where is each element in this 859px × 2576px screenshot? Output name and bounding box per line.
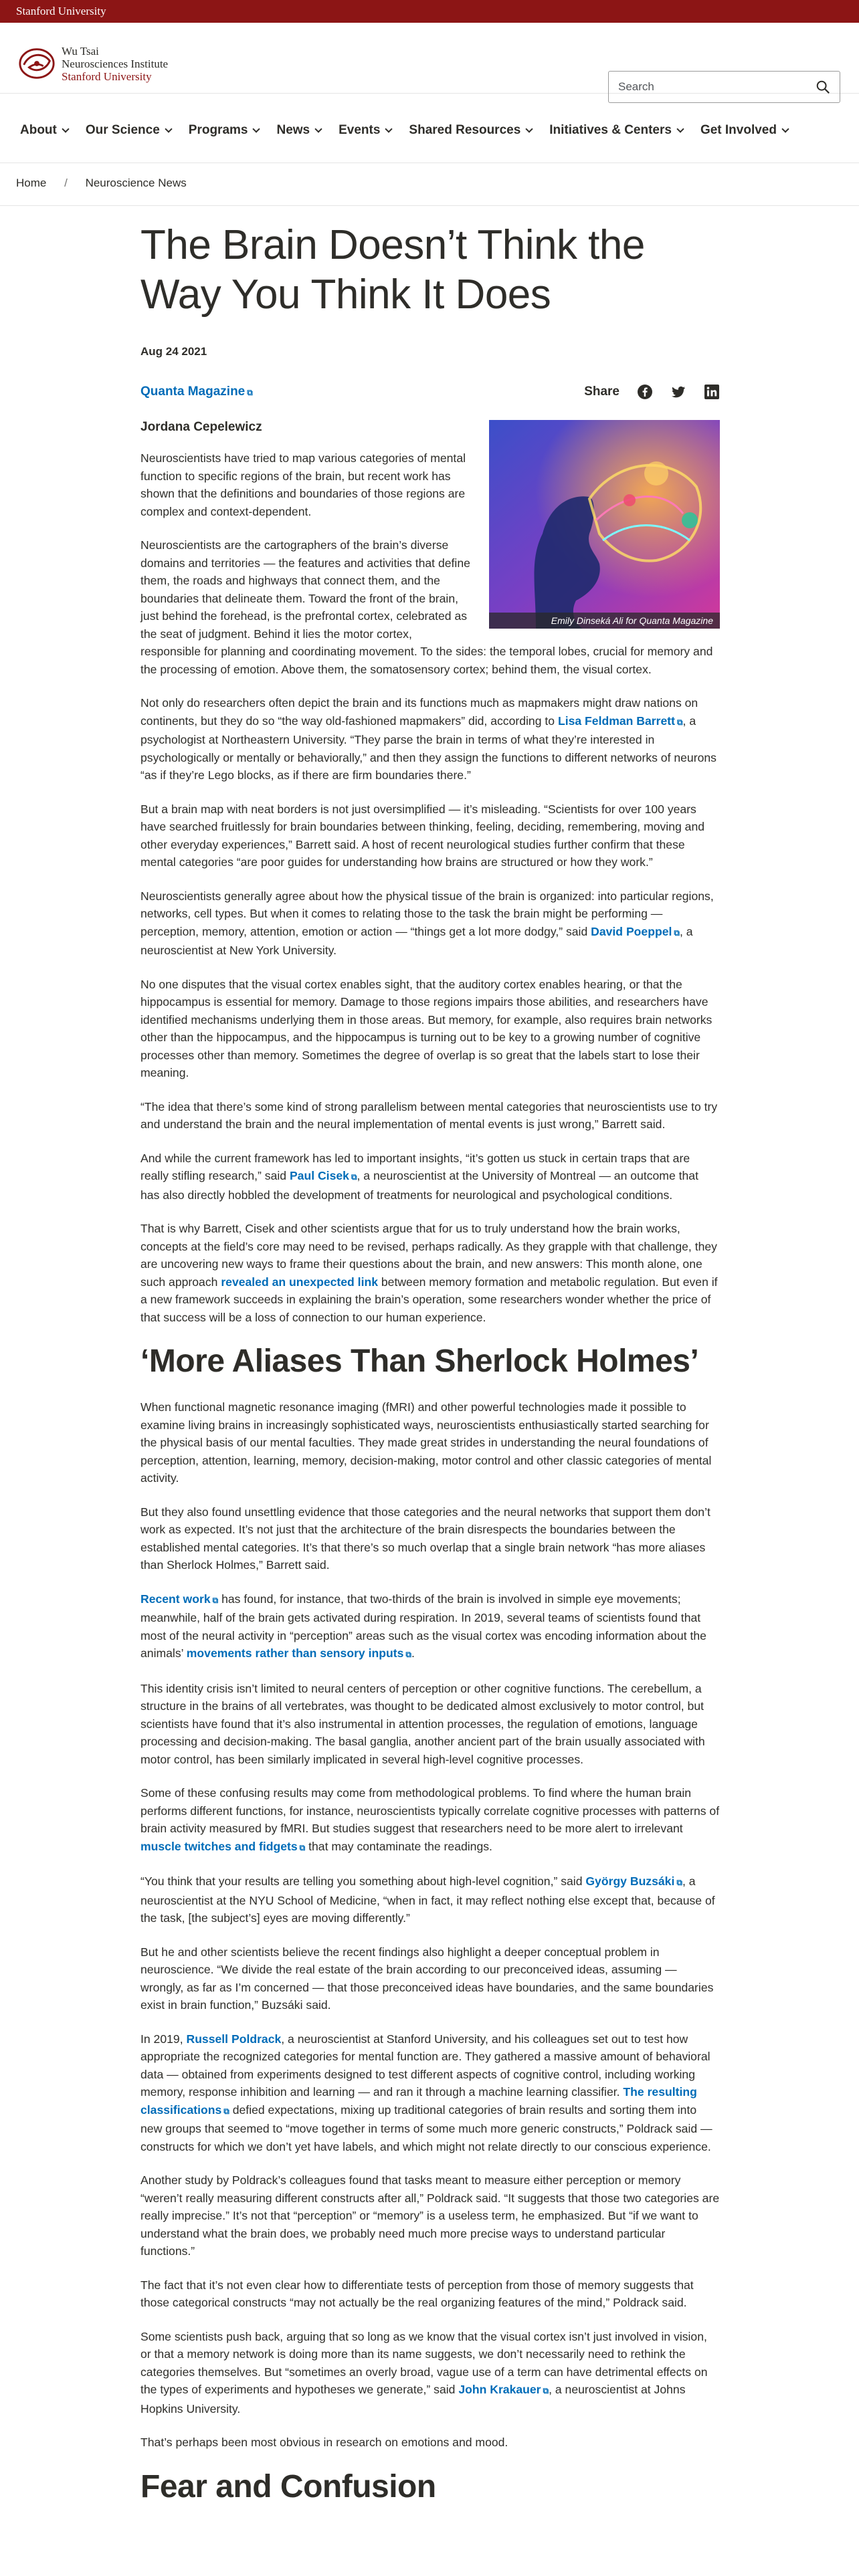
- text: has found, for instance, that two-thirds of the brain is involved in simple eye movements; meanwhile, half of the brain gets activated during respiration. In 2019, several teams of scientists found that most of the neural activity in “perception” areas such as the visual cortex was encoding information about the animals’: [140, 1592, 706, 1660]
- nav-item-initiatives-centers[interactable]: [549, 123, 683, 138]
- paragraph: This identity crisis isn’t limited to neural centers of perception or other cognitive functions. The cerebellum, a structure in the brains of all vertebrates, was thought to be dedicated almost exclusively to motor control, but scientists have found that it’s also instrumental in attention processes, the regulation of emotions, language processing and decision-making. The basal ganglia, another ancient part of the brain usually associated with motor control, has been similarly implicated in several high-level cognitive processes.: [140, 1681, 705, 1766]
- lisa-barrett-link[interactable]: [558, 714, 683, 728]
- text: .: [411, 1646, 415, 1660]
- chevron-down-icon: [314, 125, 322, 132]
- text: “You think that your results are telling you something about high-level cognition,” said: [140, 1874, 586, 1888]
- logo-text: [62, 45, 168, 83]
- external-link-icon: ⧉: [299, 1842, 306, 1852]
- paragraph: [140, 1150, 720, 1204]
- article: [140, 221, 720, 2524]
- david-poeppel-link[interactable]: [591, 925, 680, 938]
- stanford-university-link[interactable]: Stanford University: [16, 5, 106, 17]
- external-link-icon: ⧉: [351, 1172, 357, 1182]
- article-date: Aug 24 2021: [140, 345, 207, 358]
- nav-item-about[interactable]: [20, 123, 68, 138]
- russell-poldrack-link[interactable]: Russell Poldrack: [186, 2032, 282, 2046]
- external-link-icon: ⧉: [247, 388, 253, 397]
- text: Not only do researchers often depict the brain and its functions much as mapmakers might draw nations on continents, but they do so “the way old-fashioned mapmakers” did, according to: [140, 696, 698, 728]
- muscle-twitches-link[interactable]: [140, 1840, 305, 1853]
- twitter-icon[interactable]: [670, 384, 686, 400]
- nav-item-events[interactable]: [339, 123, 391, 138]
- chevron-down-icon: [253, 125, 260, 132]
- text: , a psychologist at Northeastern University. “They parse the brain in terms of what they’re interested in psychologically or mentally or behaviorally,” and then they assign the functions to different networks of neurons “as if they’re Lego blocks, as if there are firm boundaries there.”: [140, 714, 717, 782]
- site-header: [0, 23, 859, 94]
- paragraph: [140, 2030, 720, 2156]
- logo-line-3: Stanford University: [62, 70, 152, 83]
- share-bar: [584, 384, 720, 400]
- unexpected-link-link[interactable]: revealed an unexpected link: [221, 1275, 378, 1289]
- facebook-icon[interactable]: [637, 384, 653, 400]
- breadcrumb-current[interactable]: Neuroscience News: [85, 177, 187, 189]
- source-label: Quanta Magazine: [140, 385, 246, 399]
- paragraph: When functional magnetic resonance imaging (fMRI) and other powerful technologies made it possible to examine living brains in increasingly sophisticated ways, neuroscientists enthusiastically started searching for the physical basis of our mental faculties. They made great strides in understanding the neural foundations of perception, attention, learning, memory, decision-making, motor control and other classic categories of mental activity.: [140, 1400, 712, 1485]
- logo-line-2: Neurosciences Institute: [62, 57, 169, 70]
- linkedin-icon[interactable]: [704, 384, 720, 400]
- text: that may contaminate the readings.: [305, 1839, 492, 1853]
- chevron-down-icon: [781, 125, 789, 132]
- nav-label: Programs: [188, 123, 248, 137]
- text: That is why Barrett, Cisek and other scientists argue that for us to truly understand how the brain works, concepts at the field’s core may need to be revised, perhaps radically. As they grapple with that challenge, they are uncovering new ways to frame their questions about the brain, and new answers: This month alone, one such approach: [140, 1222, 717, 1289]
- article-image: [489, 420, 720, 629]
- external-link-icon: ⧉: [212, 1595, 219, 1605]
- stanford-topbar: [0, 0, 859, 23]
- search-input[interactable]: [618, 80, 816, 94]
- nav-label: Our Science: [85, 123, 160, 137]
- external-link-icon: ⧉: [223, 2106, 229, 2116]
- chevron-down-icon: [165, 125, 172, 132]
- link-label: The resulting classifications: [140, 2085, 697, 2117]
- paragraph: That’s perhaps been most obvious in research on emotions and mood.: [140, 2436, 508, 2449]
- paragraph: [140, 694, 720, 784]
- link-label: David Poeppel: [591, 924, 672, 938]
- paragraph: [140, 1784, 720, 1856]
- share-label: Share: [584, 385, 619, 399]
- section-heading: Fear and Confusion: [140, 2468, 436, 2504]
- image-caption: Emily Dinseká Ali for Quanta Magazine: [489, 613, 720, 629]
- breadcrumb: [0, 163, 859, 206]
- text: , a neuroscientist at Johns Hopkins University.: [140, 2383, 686, 2416]
- logo-line-1: Wu Tsai: [62, 44, 99, 58]
- external-link-icon: ⧉: [405, 1650, 411, 1659]
- paragraph: But they also found unsettling evidence that those categories and the neural networks that support them don’t work as expected. It’s not just that the architecture of the brain disrespects the boundaries between the established mental categories. It’s that there’s so much overlap that a single brain network “has more aliases than Sherlock Holmes,” Barrett said.: [140, 1505, 710, 1572]
- text: defied expectations, mixing up traditional categories of brain results and sorting them into new groups that seemed to “move together in terms of some much more generic constructs,” Poldrack said — constructs for which we don’t yet have labels, and which might not relate directly to our conscious experience.: [140, 2103, 712, 2153]
- meta-row: [140, 384, 720, 400]
- link-label: György Buzsáki: [585, 1874, 675, 1888]
- nav-label: Shared Resources: [409, 123, 521, 137]
- text: between memory formation and metabolic regulation. But even if a new framework succeeds in explaining the brain’s operation, some researchers wonder whether the price of that success will be a loss of connection to our human experience.: [140, 1275, 718, 1324]
- nav-label: News: [276, 123, 310, 137]
- paragraph: But a brain map with neat borders is not just oversimplified — it’s misleading. “Scientists for over 100 years have searched fruitlessly for brain boundaries between thinking, feeling, deciding, remembering, moving and other everyday experiences,” Barrett said. A host of recent neurological studies further confirm that these mental categories “are poor guides for understanding how brains are structured or how they work.”: [140, 802, 705, 869]
- text: And while the current framework has led to important insights, “it’s gotten us stuck in certain traps that are really stifling research,” said: [140, 1151, 690, 1182]
- nav-label: Get Involved: [700, 123, 777, 137]
- link-label: Paul Cisek: [289, 1169, 349, 1182]
- search-icon[interactable]: [816, 80, 830, 94]
- nav-list: [20, 123, 805, 138]
- nav-item-get-involved[interactable]: [700, 123, 788, 138]
- nav-item-our-science[interactable]: [86, 123, 171, 138]
- text: In 2019,: [140, 2032, 187, 2046]
- john-krakauer-link[interactable]: [458, 2383, 549, 2396]
- external-link-icon: ⧉: [674, 928, 680, 938]
- paragraph: No one disputes that the visual cortex enables sight, that the auditory cortex enables hearing, or that the hippocampus is essential for memory. Damage to those regions impairs those abilities, and researchers have identified mechanisms underlying them in those areas. But memory, for example, also requires brain networks other than the hippocampus, and the hippocampus is turning out to be key to a growing number of cognitive processes other than memory. Sometimes the degree of overlap is so great that the labels start to lose their meaning.: [140, 977, 712, 1079]
- nav-item-shared-resources[interactable]: [409, 123, 532, 138]
- source-link[interactable]: [140, 385, 253, 399]
- text: Some scientists push back, arguing that so long as we know that the visual cortex isn’t just involved in vision, or that a memory network is doing more than its name suggests, we don’t necessarily need to rethink the categories themselves. But “sometimes an overly broad, vague use of a term can have detrimental effects on the types of experiments and hypotheses we generate,” said: [140, 2329, 708, 2396]
- link-label: movements rather than sensory inputs: [186, 1646, 404, 1660]
- page-title: The Brain Doesn’t Think the Way You Think It Does: [140, 222, 645, 318]
- nav-item-programs[interactable]: [189, 123, 260, 138]
- text: Some of these confusing results may come from methodological problems. To find where the human brain performs different functions, for instance, neuroscientists typically correlate cognitive processes with patterns of brain activity measured by fMRI. But studies suggest that researchers need to be more alert to irrelevant: [140, 1786, 720, 1835]
- paul-cisek-link[interactable]: [290, 1169, 357, 1182]
- text: , a neuroscientist at the NYU School of Medicine, “when in fact, it may reflect nothing else except that, because of the task, [the subject’s] eyes are moving differently.”: [140, 1874, 715, 1925]
- breadcrumb-home[interactable]: Home: [16, 177, 47, 189]
- external-link-icon: ⧉: [676, 717, 683, 727]
- paragraph: [140, 2328, 720, 2418]
- site-logo[interactable]: [17, 44, 168, 83]
- link-label: Recent work: [140, 1592, 211, 1606]
- text: Neuroscientists generally agree about how the physical tissue of the brain is organized: into particular regions, networks, cell types. But when it comes to relating those to the task the brain might be performing — perception, memory, attention, emotion or action — “things get a lot more dodgy,” said: [140, 889, 714, 938]
- link-label: John Krakauer: [458, 2383, 541, 2396]
- paragraph: Neuroscientists have tried to map various categories of mental function to specific regions of the brain, but recent work has shown that the definitions and boundaries of those regions are complex and context-dependent.: [140, 451, 466, 518]
- paragraph: Neuroscientists are the cartographers of the brain’s diverse domains and territories — the features and activities that define them, the roads and highways that connect them, and the boundaries that delineate them. Toward the front of the brain, just behind the forehead, is the prefrontal cortex, celebrated as the seat of judgment. Behind it lies the motor cortex, responsible for planning and coordinating movement. To the sides: the temporal lobes, crucial for memory and the processing of emotion. Above them, the somatosensory cortex; behind them, the visual cortex.: [140, 538, 713, 676]
- paragraph: [140, 1590, 720, 1664]
- chevron-down-icon: [385, 125, 393, 132]
- paragraph: [140, 1872, 720, 1927]
- wu-tsai-logo-icon: [17, 44, 56, 83]
- paragraph: [140, 887, 720, 960]
- brain-illustration: [489, 420, 720, 629]
- breadcrumb-separator: /: [64, 177, 68, 189]
- chevron-down-icon: [62, 125, 69, 132]
- nav-label: About: [20, 123, 57, 137]
- chevron-down-icon: [676, 125, 684, 132]
- nav-item-news[interactable]: [276, 123, 321, 138]
- movements-link[interactable]: [187, 1646, 411, 1660]
- paragraph: But he and other scientists believe the recent findings also highlight a deeper conceptual problem in neuroscience. “We divide the real estate of the brain according to our preconceived ideas, assuming — wrongly, as far as I’m concerned — that those preconceived ideas have boundaries, and the same boundaries exist in brain function,” Buzsáki said.: [140, 1945, 714, 2012]
- paragraph: Another study by Poldrack’s colleagues found that tasks meant to measure either perception or memory “weren’t really measuring different constructs after all,” Poldrack said. “It suggests that those two categories are really imprecise.” It’s not that “perception” or “memory” is a useless term, he emphasized. But “if we want to understand what the brain does, we probably need much more precise ways to understand particular functions.”: [140, 2173, 720, 2258]
- paragraph: The fact that it’s not even clear how to differentiate tests of perception from those of memory suggests that those categorical constructs “may not actually be the real organizing features of the mind,” Poldrack said.: [140, 2278, 694, 2309]
- external-link-icon: ⧉: [543, 2386, 549, 2395]
- author-byline: Jordana Cepelewicz: [140, 420, 262, 434]
- article-body: [140, 420, 720, 2506]
- text: , a neuroscientist at Stanford University, and his colleagues set out to test how appropriate the recognized categories for mental function are. They gathered a massive amount of behavioral data — obtained from experiments designed to test different aspects of cognitive control, including working memory, response inhibition and learning — and ran it through a machine learning classifier.: [140, 2032, 710, 2099]
- gyorgy-buzsaki-link[interactable]: [585, 1874, 682, 1888]
- recent-work-link[interactable]: [140, 1592, 218, 1606]
- external-link-icon: ⧉: [676, 1878, 682, 1887]
- text: , a neuroscientist at New York University.: [140, 924, 693, 957]
- paragraph: [140, 1220, 720, 1326]
- link-label: Lisa Feldman Barrett: [557, 714, 675, 728]
- chevron-down-icon: [526, 125, 533, 132]
- nav-label: Events: [339, 123, 381, 137]
- link-label: muscle twitches and fidgets: [140, 1839, 298, 1853]
- main-nav: [0, 94, 859, 163]
- nav-label: Initiatives & Centers: [549, 123, 672, 137]
- text: , a neuroscientist at the University of Montreal — an outcome that has also directly hobbled the development of treatments for neurological and psychological conditions.: [140, 1169, 698, 1202]
- section-heading: ‘More Aliases Than Sherlock Holmes’: [140, 1344, 699, 1379]
- paragraph: “The idea that there’s some kind of strong parallelism between mental categories that neuroscientists use to try and understand the brain and the neural implementation of mental events is just wrong,” Barrett said.: [140, 1099, 718, 1131]
